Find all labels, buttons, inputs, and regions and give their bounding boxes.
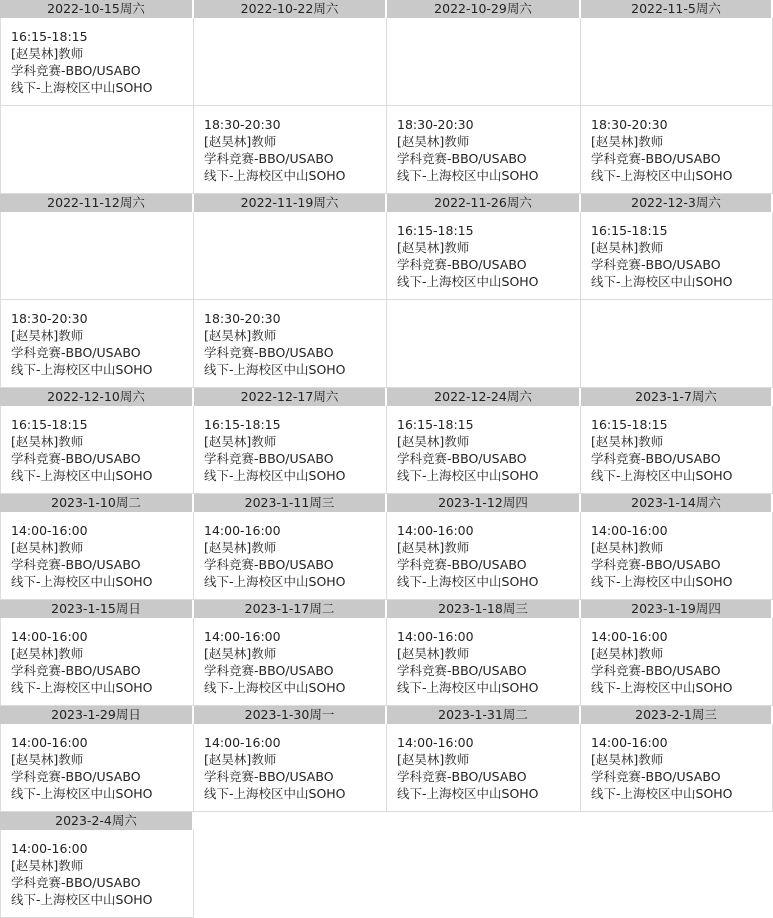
lesson-teacher: [赵昊林]教师 xyxy=(591,434,664,449)
lesson-teacher: [赵昊林]教师 xyxy=(11,752,84,767)
lesson-info xyxy=(204,522,346,590)
schedule-row xyxy=(0,18,773,106)
lesson-teacher: [赵昊林]教师 xyxy=(397,434,470,449)
lesson-location: 线下-上海校区中山SOHO xyxy=(591,168,733,183)
lesson-course: 学科竞赛-BBO/USABO xyxy=(11,875,141,890)
lesson-location: 线下-上海校区中山SOHO xyxy=(11,680,153,695)
date-header: 2023-1-10周二 xyxy=(0,494,194,512)
lesson-course: 学科竞赛-BBO/USABO xyxy=(11,769,141,784)
date-header: 2023-1-17周二 xyxy=(194,600,387,618)
lesson-cell[interactable] xyxy=(387,212,581,300)
lesson-course: 学科竞赛-BBO/USABO xyxy=(397,257,527,272)
lesson-time: 14:00-16:00 xyxy=(591,735,668,750)
lesson-info xyxy=(11,310,153,378)
lesson-cell[interactable] xyxy=(581,106,773,194)
lesson-cell[interactable] xyxy=(581,406,773,494)
lesson-info xyxy=(397,628,539,696)
lesson-course: 学科竞赛-BBO/USABO xyxy=(11,63,141,78)
schedule-row xyxy=(0,724,773,812)
lesson-location: 线下-上海校区中山SOHO xyxy=(397,168,539,183)
date-header-row xyxy=(0,706,773,724)
date-header: 2023-1-29周日 xyxy=(0,706,194,724)
date-header: 2022-10-29周六 xyxy=(387,0,581,18)
date-header: 2023-1-7周六 xyxy=(581,388,773,406)
lesson-time: 16:15-18:15 xyxy=(591,223,668,238)
empty-cell xyxy=(581,18,773,106)
lesson-cell[interactable] xyxy=(581,618,773,706)
lesson-location: 线下-上海校区中山SOHO xyxy=(204,574,346,589)
lesson-cell[interactable] xyxy=(387,724,581,812)
date-header: 2022-10-15周六 xyxy=(0,0,194,18)
lesson-cell[interactable] xyxy=(194,106,387,194)
lesson-time: 16:15-18:15 xyxy=(591,417,668,432)
lesson-time: 14:00-16:00 xyxy=(11,629,88,644)
date-header: 2023-1-18周三 xyxy=(387,600,581,618)
lesson-info xyxy=(11,416,153,484)
lesson-course: 学科竞赛-BBO/USABO xyxy=(591,557,721,572)
lesson-time: 14:00-16:00 xyxy=(397,523,474,538)
schedule-row xyxy=(0,618,773,706)
date-header: 2023-1-12周四 xyxy=(387,494,581,512)
lesson-cell[interactable] xyxy=(194,300,387,388)
lesson-location: 线下-上海校区中山SOHO xyxy=(11,468,153,483)
date-header: 2022-11-19周六 xyxy=(194,194,387,212)
lesson-time: 16:15-18:15 xyxy=(11,417,88,432)
date-header: 2022-12-17周六 xyxy=(194,388,387,406)
schedule-row xyxy=(0,106,773,194)
lesson-info xyxy=(397,522,539,590)
date-header: 2022-11-12周六 xyxy=(0,194,194,212)
empty-cell xyxy=(581,300,773,388)
lesson-location: 线下-上海校区中山SOHO xyxy=(11,362,153,377)
lesson-info xyxy=(11,628,153,696)
lesson-teacher: [赵昊林]教师 xyxy=(397,540,470,555)
lesson-info xyxy=(591,734,733,802)
lesson-teacher: [赵昊林]教师 xyxy=(11,46,84,61)
lesson-location: 线下-上海校区中山SOHO xyxy=(11,786,153,801)
lesson-course: 学科竞赛-BBO/USABO xyxy=(591,769,721,784)
lesson-time: 14:00-16:00 xyxy=(591,629,668,644)
lesson-course: 学科竞赛-BBO/USABO xyxy=(11,663,141,678)
lesson-course: 学科竞赛-BBO/USABO xyxy=(204,151,334,166)
lesson-teacher: [赵昊林]教师 xyxy=(204,434,277,449)
lesson-info xyxy=(11,734,153,802)
empty-cell xyxy=(194,18,387,106)
lesson-info xyxy=(591,522,733,590)
lesson-time: 18:30-20:30 xyxy=(11,311,88,326)
lesson-course: 学科竞赛-BBO/USABO xyxy=(397,451,527,466)
lesson-course: 学科竞赛-BBO/USABO xyxy=(397,769,527,784)
lesson-info xyxy=(397,116,539,184)
date-header: 2022-12-3周六 xyxy=(581,194,773,212)
lesson-teacher: [赵昊林]教师 xyxy=(204,540,277,555)
lesson-time: 14:00-16:00 xyxy=(204,523,281,538)
date-header: 2022-12-10周六 xyxy=(0,388,194,406)
lesson-cell[interactable] xyxy=(0,18,194,106)
lesson-teacher: [赵昊林]教师 xyxy=(11,646,84,661)
schedule-row xyxy=(0,406,773,494)
lesson-time: 16:15-18:15 xyxy=(397,417,474,432)
schedule-row xyxy=(0,300,773,388)
lesson-course: 学科竞赛-BBO/USABO xyxy=(204,663,334,678)
date-header: 2022-10-22周六 xyxy=(194,0,387,18)
date-header: 2022-12-24周六 xyxy=(387,388,581,406)
lesson-cell[interactable] xyxy=(0,512,194,600)
lesson-time: 14:00-16:00 xyxy=(591,523,668,538)
lesson-cell[interactable] xyxy=(194,724,387,812)
lesson-info xyxy=(397,734,539,802)
lesson-info xyxy=(591,628,733,696)
date-header-row xyxy=(0,812,773,830)
date-header-row xyxy=(0,194,773,212)
lesson-teacher: [赵昊林]教师 xyxy=(397,240,470,255)
date-header: 2023-1-31周二 xyxy=(387,706,581,724)
lesson-info xyxy=(591,222,733,290)
lesson-course: 学科竞赛-BBO/USABO xyxy=(204,345,334,360)
lesson-teacher: [赵昊林]教师 xyxy=(11,328,84,343)
lesson-teacher: [赵昊林]教师 xyxy=(204,646,277,661)
lesson-location: 线下-上海校区中山SOHO xyxy=(11,574,153,589)
lesson-teacher: [赵昊林]教师 xyxy=(397,646,470,661)
lesson-cell[interactable] xyxy=(194,618,387,706)
lesson-teacher: [赵昊林]教师 xyxy=(11,858,84,873)
lesson-location: 线下-上海校区中山SOHO xyxy=(591,274,733,289)
lesson-location: 线下-上海校区中山SOHO xyxy=(591,786,733,801)
empty-cell xyxy=(387,18,581,106)
lesson-course: 学科竞赛-BBO/USABO xyxy=(397,663,527,678)
lesson-cell[interactable] xyxy=(0,406,194,494)
lesson-location: 线下-上海校区中山SOHO xyxy=(591,468,733,483)
lesson-location: 线下-上海校区中山SOHO xyxy=(397,574,539,589)
lesson-course: 学科竞赛-BBO/USABO xyxy=(397,151,527,166)
lesson-cell[interactable] xyxy=(0,830,194,918)
date-header: 2022-11-5周六 xyxy=(581,0,773,18)
date-header: 2023-2-4周六 xyxy=(0,812,194,830)
lesson-teacher: [赵昊林]教师 xyxy=(204,134,277,149)
date-header: 2022-11-26周六 xyxy=(387,194,581,212)
lesson-time: 16:15-18:15 xyxy=(397,223,474,238)
lesson-info xyxy=(11,840,153,908)
lesson-cell[interactable] xyxy=(387,106,581,194)
lesson-time: 14:00-16:00 xyxy=(204,629,281,644)
lesson-cell[interactable] xyxy=(387,618,581,706)
lesson-location: 线下-上海校区中山SOHO xyxy=(204,680,346,695)
lesson-info xyxy=(204,628,346,696)
lesson-cell[interactable] xyxy=(0,300,194,388)
lesson-cell[interactable] xyxy=(0,724,194,812)
lesson-location: 线下-上海校区中山SOHO xyxy=(397,274,539,289)
lesson-time: 18:30-20:30 xyxy=(204,117,281,132)
lesson-course: 学科竞赛-BBO/USABO xyxy=(204,557,334,572)
schedule-row xyxy=(0,512,773,600)
date-header: 2023-2-1周三 xyxy=(581,706,773,724)
lesson-info xyxy=(11,522,153,590)
lesson-cell[interactable] xyxy=(387,512,581,600)
empty-cell xyxy=(194,212,387,300)
date-header-row xyxy=(0,388,773,406)
empty-cell xyxy=(387,300,581,388)
lesson-teacher: [赵昊林]教师 xyxy=(591,752,664,767)
lesson-teacher: [赵昊林]教师 xyxy=(397,134,470,149)
lesson-cell[interactable] xyxy=(194,406,387,494)
lesson-teacher: [赵昊林]教师 xyxy=(11,540,84,555)
lesson-info xyxy=(204,734,346,802)
lesson-location: 线下-上海校区中山SOHO xyxy=(204,786,346,801)
lesson-time: 18:30-20:30 xyxy=(591,117,668,132)
date-header-row xyxy=(0,600,773,618)
date-header-row xyxy=(0,494,773,512)
lesson-info xyxy=(204,416,346,484)
lesson-info xyxy=(204,116,346,184)
lesson-time: 18:30-20:30 xyxy=(397,117,474,132)
lesson-location: 线下-上海校区中山SOHO xyxy=(397,680,539,695)
lesson-cell[interactable] xyxy=(581,724,773,812)
lesson-cell[interactable] xyxy=(194,512,387,600)
lesson-teacher: [赵昊林]教师 xyxy=(397,752,470,767)
lesson-time: 18:30-20:30 xyxy=(204,311,281,326)
lesson-time: 14:00-16:00 xyxy=(11,841,88,856)
lesson-time: 14:00-16:00 xyxy=(397,629,474,644)
lesson-time: 14:00-16:00 xyxy=(204,735,281,750)
lesson-time: 14:00-16:00 xyxy=(11,523,88,538)
lesson-location: 线下-上海校区中山SOHO xyxy=(11,80,153,95)
lesson-info xyxy=(591,416,733,484)
date-header: 2023-1-15周日 xyxy=(0,600,194,618)
empty-cell xyxy=(0,106,194,194)
lesson-teacher: [赵昊林]教师 xyxy=(204,328,277,343)
lesson-teacher: [赵昊林]教师 xyxy=(591,646,664,661)
lesson-teacher: [赵昊林]教师 xyxy=(591,240,664,255)
lesson-cell[interactable] xyxy=(0,618,194,706)
lesson-location: 线下-上海校区中山SOHO xyxy=(204,362,346,377)
lesson-location: 线下-上海校区中山SOHO xyxy=(11,892,153,907)
lesson-course: 学科竞赛-BBO/USABO xyxy=(204,769,334,784)
lesson-cell[interactable] xyxy=(581,512,773,600)
lesson-course: 学科竞赛-BBO/USABO xyxy=(591,451,721,466)
date-header: 2023-1-30周一 xyxy=(194,706,387,724)
lesson-course: 学科竞赛-BBO/USABO xyxy=(591,257,721,272)
lesson-time: 16:15-18:15 xyxy=(11,29,88,44)
date-header: 2023-1-11周三 xyxy=(194,494,387,512)
date-header-row xyxy=(0,0,773,18)
lesson-time: 16:15-18:15 xyxy=(204,417,281,432)
lesson-teacher: [赵昊林]教师 xyxy=(591,134,664,149)
lesson-info xyxy=(397,416,539,484)
lesson-course: 学科竞赛-BBO/USABO xyxy=(204,451,334,466)
lesson-location: 线下-上海校区中山SOHO xyxy=(204,468,346,483)
lesson-info xyxy=(397,222,539,290)
schedule-row xyxy=(0,212,773,300)
empty-cell xyxy=(0,212,194,300)
lesson-teacher: [赵昊林]教师 xyxy=(204,752,277,767)
date-header: 2023-1-14周六 xyxy=(581,494,773,512)
lesson-teacher: [赵昊林]教师 xyxy=(11,434,84,449)
lesson-info xyxy=(204,310,346,378)
date-header: 2023-1-19周四 xyxy=(581,600,773,618)
lesson-cell[interactable] xyxy=(581,212,773,300)
lesson-course: 学科竞赛-BBO/USABO xyxy=(11,345,141,360)
lesson-time: 14:00-16:00 xyxy=(11,735,88,750)
lesson-course: 学科竞赛-BBO/USABO xyxy=(11,557,141,572)
lesson-course: 学科竞赛-BBO/USABO xyxy=(11,451,141,466)
lesson-location: 线下-上海校区中山SOHO xyxy=(591,680,733,695)
lesson-location: 线下-上海校区中山SOHO xyxy=(397,786,539,801)
schedule-row xyxy=(0,830,773,918)
lesson-time: 14:00-16:00 xyxy=(397,735,474,750)
lesson-course: 学科竞赛-BBO/USABO xyxy=(397,557,527,572)
lesson-location: 线下-上海校区中山SOHO xyxy=(397,468,539,483)
lesson-course: 学科竞赛-BBO/USABO xyxy=(591,151,721,166)
lesson-location: 线下-上海校区中山SOHO xyxy=(591,574,733,589)
lesson-info xyxy=(591,116,733,184)
lesson-course: 学科竞赛-BBO/USABO xyxy=(591,663,721,678)
lesson-info xyxy=(11,28,153,96)
lesson-location: 线下-上海校区中山SOHO xyxy=(204,168,346,183)
lesson-cell[interactable] xyxy=(387,406,581,494)
lesson-teacher: [赵昊林]教师 xyxy=(591,540,664,555)
